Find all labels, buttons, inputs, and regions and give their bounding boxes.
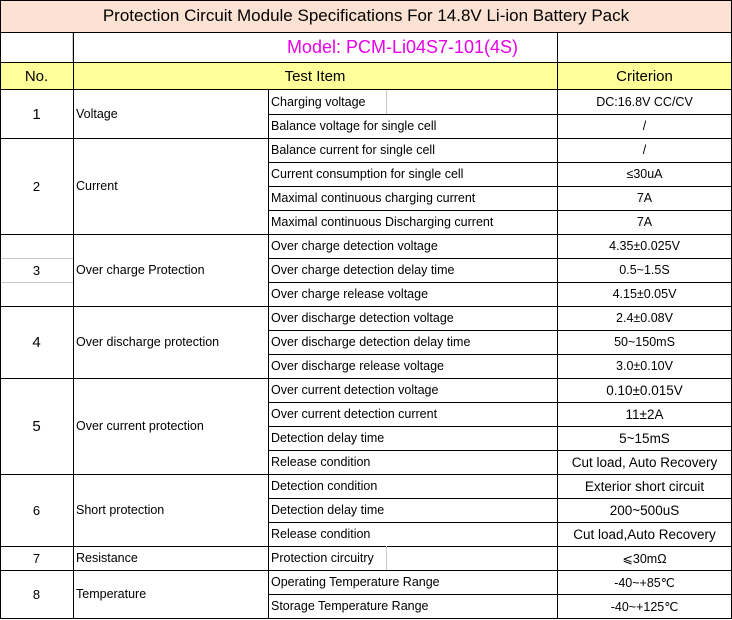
criterion-value: ≤30uA — [626, 167, 663, 181]
group-number: 1 — [32, 105, 41, 123]
header-test-item: Test Item — [73, 62, 557, 90]
grid-line — [268, 90, 269, 618]
group-category: Short protection — [76, 503, 165, 517]
test-item: Release condition — [271, 455, 371, 469]
grid-line — [268, 282, 732, 283]
criterion-value: 7A — [636, 215, 653, 229]
criterion-value: Exterior short circuit — [584, 478, 705, 494]
grid-line — [0, 306, 732, 307]
model-number: Model: PCM-Li04S7-101(4S) — [286, 36, 519, 57]
group-number: 6 — [32, 502, 41, 518]
test-item: Over charge detection delay time — [271, 263, 455, 277]
grid-line — [1, 282, 73, 283]
criterion-value: 2.4±0.08V — [616, 311, 673, 325]
test-item: Over discharge detection voltage — [271, 311, 454, 325]
criterion-value: -40~+125℃ — [610, 599, 679, 614]
grid-line — [1, 258, 73, 259]
grid-line — [0, 89, 732, 90]
criterion-value: 200~500uS — [609, 502, 680, 518]
grid-line — [386, 546, 387, 570]
header-criterion: Criterion — [557, 62, 732, 90]
test-item: Over current detection current — [271, 407, 438, 421]
criterion-value: 0.5~1.5S — [619, 263, 670, 277]
test-item: Maximal continuous Discharging current — [271, 215, 494, 229]
criterion-value: 0.10±0.015V — [606, 382, 683, 398]
criterion-value: 5~15mS — [619, 430, 670, 446]
criterion-value: DC:16.8V CC/CV — [596, 95, 693, 109]
document-title: Protection Circuit Module Specifications For 14.8V Li-ion Battery Pack — [0, 0, 732, 32]
test-item: Balance voltage for single cell — [271, 119, 437, 133]
group-category: Resistance — [76, 551, 138, 565]
group-number: 4 — [32, 333, 41, 351]
grid-line — [0, 138, 732, 139]
test-item: Operating Temperature Range — [271, 575, 440, 589]
grid-line — [268, 594, 732, 595]
grid-line — [268, 522, 732, 523]
group-number: 8 — [32, 586, 41, 602]
criterion-value: / — [642, 143, 647, 157]
grid-line — [268, 402, 732, 403]
criterion-value: Cut load, Auto Recovery — [571, 454, 718, 470]
criterion-value: 7A — [636, 191, 653, 205]
grid-line — [268, 354, 732, 355]
grid-line — [268, 162, 732, 163]
test-item: Over current detection voltage — [271, 383, 439, 397]
group-category: Over current protection — [76, 419, 204, 433]
model-row-blank — [1, 33, 73, 62]
grid-line — [0, 0, 1, 32]
criterion-value: 4.35±0.025V — [609, 239, 680, 253]
test-item: Current consumption for single cell — [271, 167, 464, 181]
grid-line — [268, 114, 732, 115]
grid-line — [268, 498, 732, 499]
grid-line — [0, 474, 732, 475]
test-item: Charging voltage — [271, 95, 366, 109]
group-number: 7 — [32, 550, 41, 566]
test-item: Over charge release voltage — [271, 287, 429, 301]
grid-line — [73, 32, 74, 619]
criterion-value: 4.15±0.05V — [612, 287, 677, 301]
criterion-value: -40~+85℃ — [614, 575, 675, 590]
group-category: Temperature — [76, 587, 147, 601]
group-number: 3 — [32, 262, 41, 278]
criterion-value: 3.0±0.10V — [616, 359, 673, 373]
grid-line — [0, 570, 732, 571]
grid-line — [268, 426, 732, 427]
group-category: Voltage — [76, 107, 118, 121]
grid-line — [268, 186, 732, 187]
criterion-value: 50~150mS — [614, 335, 675, 349]
group-category: Current — [76, 179, 118, 193]
grid-line — [268, 210, 732, 211]
test-item: Over charge detection voltage — [271, 239, 438, 253]
test-item: Maximal continuous charging current — [271, 191, 476, 205]
grid-line — [268, 450, 732, 451]
criterion-value: Cut load,Auto Recovery — [573, 526, 716, 542]
grid-line — [0, 32, 732, 33]
group-category: Over discharge protection — [76, 335, 220, 349]
header-no: No. — [0, 62, 73, 90]
test-item: Over discharge release voltage — [271, 359, 445, 373]
criterion-value: 11±2A — [625, 406, 664, 422]
test-item: Detection condition — [271, 479, 378, 493]
group-category: Over charge Protection — [76, 263, 205, 277]
grid-line — [268, 330, 732, 331]
grid-line — [0, 62, 732, 63]
test-item: Detection delay time — [271, 431, 385, 445]
grid-line — [0, 618, 732, 619]
grid-line — [0, 378, 732, 379]
test-item: Detection delay time — [271, 503, 385, 517]
test-item: Release condition — [271, 527, 371, 541]
grid-line — [386, 90, 387, 114]
test-item: Storage Temperature Range — [271, 599, 429, 613]
grid-line — [268, 258, 732, 259]
grid-line — [0, 32, 1, 619]
criterion-value: / — [642, 119, 647, 133]
grid-line — [0, 0, 732, 1]
group-number: 5 — [32, 417, 41, 435]
group-number: 2 — [32, 178, 41, 194]
test-item: Protection circuitry — [271, 551, 374, 565]
test-item: Over discharge detection delay time — [271, 335, 471, 349]
grid-line — [0, 234, 732, 235]
grid-line — [0, 546, 732, 547]
grid-line — [557, 32, 558, 619]
test-item: Balance current for single cell — [271, 143, 435, 157]
criterion-value: ⩽30mΩ — [622, 551, 667, 566]
